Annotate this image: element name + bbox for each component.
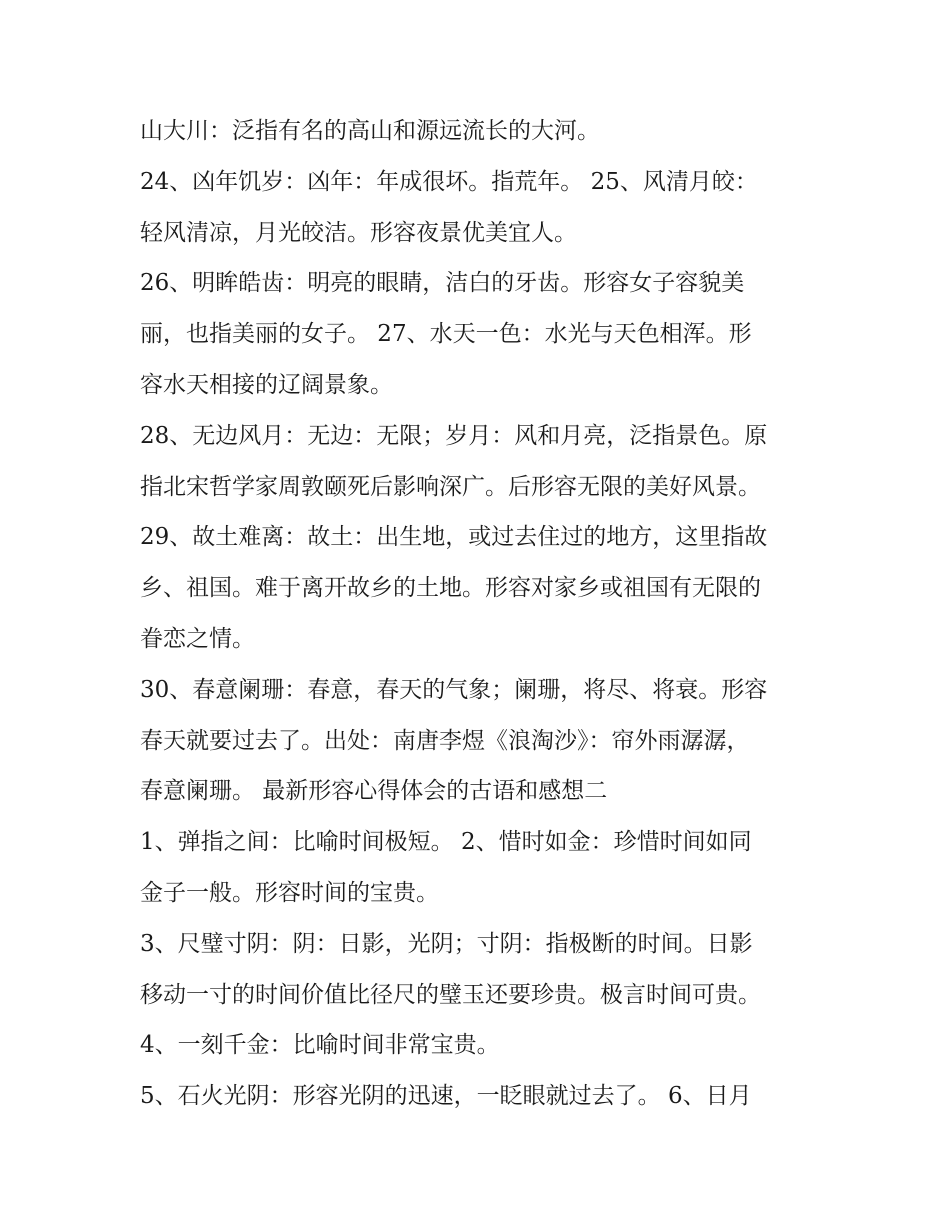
text-line: 1、弹指之间：比喻时间极短。 2、惜时如金：珍惜时间如同 (140, 829, 752, 856)
text-line: 容水天相接的辽阔景象。 (140, 371, 393, 398)
document-body (140, 106, 830, 1122)
text-line: 30、春意阑珊：春意，春天的气象；阑珊，将尽、将衰。形容 (140, 676, 768, 703)
text-line: 春意阑珊。 最新形容心得体会的古语和感想二 (140, 778, 608, 805)
text-line: 金子一般。形容时间的宝贵。 (140, 879, 439, 906)
text-line: 5、石火光阴：形容光阴的迅速，一眨眼就过去了。 6、日月 (140, 1083, 752, 1110)
text-line: 3、尺璧寸阴：阴：日影，光阴；寸阴：指极断的时间。日影 (140, 930, 753, 957)
text-line: 丽，也指美丽的女子。 27、水天一色：水光与天色相浑。形 (140, 321, 752, 348)
text-line: 乡、祖国。难于离开故乡的土地。形容对家乡或祖国有无限的 (140, 575, 761, 602)
text-line: 26、明眸皓齿：明亮的眼睛，洁白的牙齿。形容女子容貌美 (140, 270, 745, 297)
text-line: 眷恋之情。 (140, 625, 255, 652)
text-line: 28、无边风月：无边：无限；岁月：风和月亮，泛指景色。原 (140, 422, 768, 449)
text-line: 指北宋哲学家周敦颐死后影响深广。后形容无限的美好风景。 (140, 473, 761, 500)
text-line: 4、一刻千金：比喻时间非常宝贵。 (140, 1032, 500, 1059)
text-line: 29、故土难离：故土：出生地，或过去住过的地方，这里指故 (140, 524, 768, 551)
text-line: 轻风清凉，月光皎洁。形容夜景优美宜人。 (140, 219, 577, 246)
text-line: 山大川：泛指有名的高山和源远流长的大河。 (140, 118, 600, 144)
text-line: 24、凶年饥岁：凶年：年成很坏。指荒年。 25、风清月皎： (140, 168, 758, 195)
text-line: 移动一寸的时间价值比径尺的璧玉还要珍贵。极言时间可贵。 (140, 981, 761, 1008)
text-line: 春天就要过去了。出处：南唐李煜《浪淘沙》：帘外雨潺潺， (140, 727, 750, 754)
